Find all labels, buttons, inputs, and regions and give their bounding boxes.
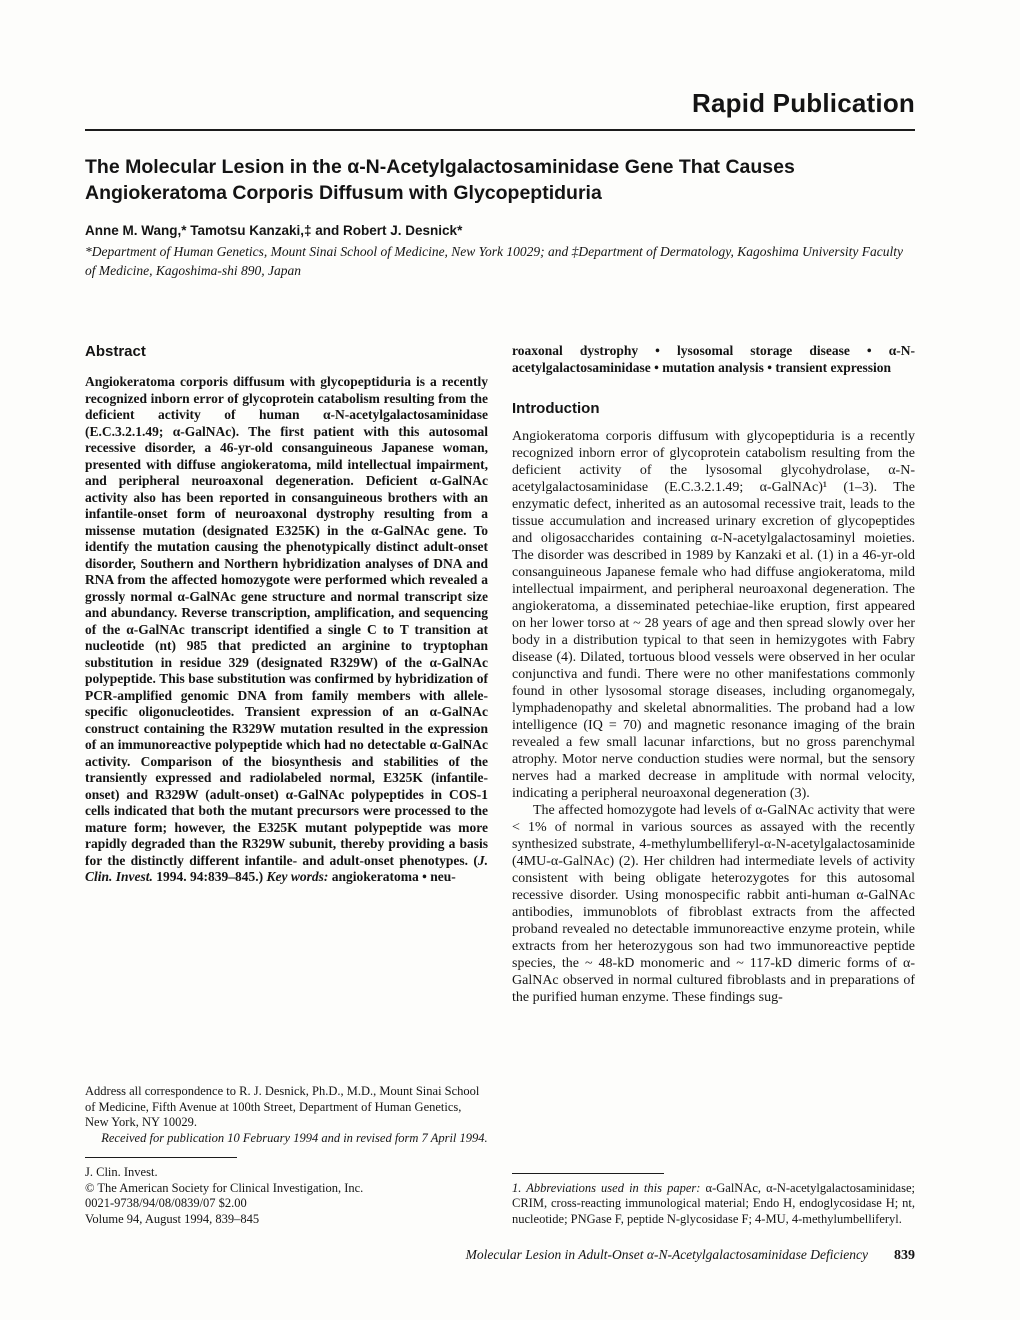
issn-price-line: 0021-9738/94/08/0839/07 $2.00: [85, 1196, 247, 1210]
volume-line: Volume 94, August 1994, 839–845: [85, 1211, 260, 1226]
rapid-publication-banner: Rapid Publication: [692, 88, 915, 118]
left-footnotes: [85, 1070, 488, 1227]
keywords-start: angiokeratoma • neu-: [328, 869, 456, 885]
abstract-heading: Abstract: [85, 343, 146, 361]
page-footer: [85, 1247, 915, 1264]
received-note: Received for publication 10 February 1994 and in revised form 7 April 1994.: [101, 1130, 488, 1145]
abbreviations-text: α-GalNAc, α-N-acetylgalactosaminidase; CRIM, cross-reacting immunological material; Endo H, endoglycosidase H; nt, nucleotide; PNGase F, peptide N-glycosidase F; 4-MU, 4-methylumbelliferyl.: [512, 1180, 915, 1226]
left-column: [85, 343, 488, 1227]
article-header: [85, 88, 915, 281]
copyright-line: © The American Society for Clinical Investigation, Inc.: [85, 1180, 364, 1195]
abbreviations-label: 1. Abbreviations used in this paper:: [512, 1180, 701, 1195]
citation-journal: J. Clin. Invest.: [85, 852, 488, 885]
article-title: The Molecular Lesion in the α-N-Acetylgalactosaminidase Gene That Causes Angiokeratoma Corporis Diffusum with Glycopeptiduria: [85, 156, 795, 204]
intro-paragraph-2: The affected homozygote had levels of α-GalNAc activity that were < 1% of normal in various sources as assayed with the recently synthesized substrate, 4-methylumbelliferyl-α-N-acetylgalactosaminide (4MU-α-GalNAc) (2). Her children had intermediate levels of activity consistent with being obligate heterozygotes for this autosomal recessive disorder. Using monospecific rabbit anti-human α-GalNAc antibodies, immunoblots of fibroblast extracts from the affected proband revealed no detectable immunoreactive enzyme protein, while extracts from her heterozygous son had two immunoreactive peptide species, the ~ 48-kD monomeric and ~ 117-kD dimeric forms of α-GalNAc observed in normal cultured fibroblasts and in preparations of the purified human enzyme. These findings sug-: [512, 803, 915, 1006]
abbreviations-rule: [512, 1173, 664, 1174]
right-column: [512, 343, 915, 1227]
keywords-label: Key words:: [266, 869, 329, 885]
affiliations-line: *Department of Human Genetics, Mount Sinai School of Medicine, New York 10029; and ‡Department of Dermatology, Kagoshima University Faculty of Medicine, Kagoshima-shi 890, Japan: [85, 244, 904, 279]
keywords-continuation: roaxonal dystrophy • lysosomal storage disease • α-N-acetylgalactosaminidase • mutation analysis • transient expression: [512, 343, 915, 375]
abstract-body-text: Angiokeratoma corporis diffusum with glycopeptiduria is a recently recognized inborn error of glycoprotein catabolism resulting from the deficient activity of human α-N-acetylgalactosaminidase (E.C.3.2.1.49; α-GalNAc). The first patient with this autosomal recessive disorder, a 46-yr-old consanguineous Japanese woman, presented with diffuse angiokeratoma, mild intellectual impairment, and peripheral neuroaxonal degeneration. Deficient α-GalNAc activity also has been reported in consanguineous brothers with an infantile-onset form of neuroaxonal dystrophy resulting from a missense mutation (designated E325K) in the α-GalNAc gene. To identify the mutation causing the phenotypically distinct adult-onset disorder, Southern and Northern hybridization analyses of DNA and RNA from the affected homozygote were performed which revealed a grossly normal α-GalNAc gene structure and normal transcript size and abundancy. Reverse transcription, amplification, and sequencing of the α-GalNAc transcript identified a single C to T transition at nucleotide (nt) 985 that predicted an arginine to tryptophan substitution in residue 329 (designated R329W) of the α-GalNAc polypeptide. This base substitution was confirmed by hybridization of PCR-amplified genomic DNA from family members with allele-specific oligonucleotides. Transient expression of an α-GalNAc construct containing the R329W mutation resulted in the expression of an immunoreactive polypeptide which had no detectable α-GalNAc activity. Comparison of the biosynthesis and stabilities of the transiently expressed and radiolabeled normal, E325K (infantile-onset) and R329W (adult-onset) α-GalNAc polypeptides in COS-1 cells indicated that both the mutant precursors were processed to the mature form; however, the E325K mutant polypeptide was more rapidly degraded than the R329W subunit, thereby providing a basis for the distinctly different infantile- and adult-onset phenotypes. (: [85, 374, 488, 868]
page-number: 839: [894, 1248, 915, 1263]
abbreviations-note: [512, 1181, 915, 1228]
abstract-paragraph: [85, 374, 488, 886]
correspondence-note: Address all correspondence to R. J. Desnick, Ph.D., M.D., Mount Sinai School of Medicine, Fifth Avenue at 100th Street, Department of Human Genetics, New York, NY 10029.: [85, 1084, 480, 1129]
citation-details: 1994. 94:839–845.): [152, 869, 267, 885]
introduction-heading: Introduction: [512, 400, 600, 418]
authors-line: Anne M. Wang,* Tamotsu Kanzaki,‡ and Robert J. Desnick*: [85, 223, 463, 239]
right-footnotes: [512, 1148, 915, 1228]
header-rule: [85, 129, 915, 131]
journal-info-rule: [85, 1157, 237, 1158]
two-column-body: [85, 343, 915, 1227]
intro-paragraph-1: Angiokeratoma corporis diffusum with glycopeptiduria is a recently recognized inborn error of glycoprotein catabolism resulting from the deficient activity of the lysosomal glycohydrolase, α-N-acetylgalactosaminidase (E.C.3.2.1.49; α-GalNAc)¹ (1–3). The enzymatic defect, inherited as an autosomal recessive trait, leads to the tissue accumulation and increased urinary excretion of glycopeptides and oligosaccharides containing α-N-acetylgalactosaminyl moieties. The disorder was described in 1989 by Kanzaki et al. (1) in a 46-yr-old consanguineous Japanese female who had diffuse angiokeratoma, mild intellectual impairment, and peripheral neuroaxonal degeneration. The angiokeratoma, a disseminated petechiae-like eruption, first appeared on her lower torso at ~ 28 years of age and then spread slowly over her body in a distribution typical to that seen in hemizygotes with Fabry disease (4). Dilated, tortuous blood vessels were observed in her ocular conjunctiva and fundi. There were no other manifestations commonly found in other lysosomal storage diseases, including organomegaly, lymphadenopathy and skeletal abnormalities. The proband had a low intelligence (IQ = 70) and magnetic resonance imaging of the brain revealed a few small lacunar infarctions, but no gross parenchymal atrophy. Motor nerve conduction studies were normal, but the sensory nerves had a marked decrease in amplitude with normal velocity, indicating a peripheral neuroaxonal degeneration (3).: [512, 429, 915, 802]
journal-name-line: J. Clin. Invest.: [85, 1165, 158, 1179]
running-title: Molecular Lesion in Adult-Onset α-N-Acetylgalactosaminidase Deficiency: [465, 1247, 868, 1262]
